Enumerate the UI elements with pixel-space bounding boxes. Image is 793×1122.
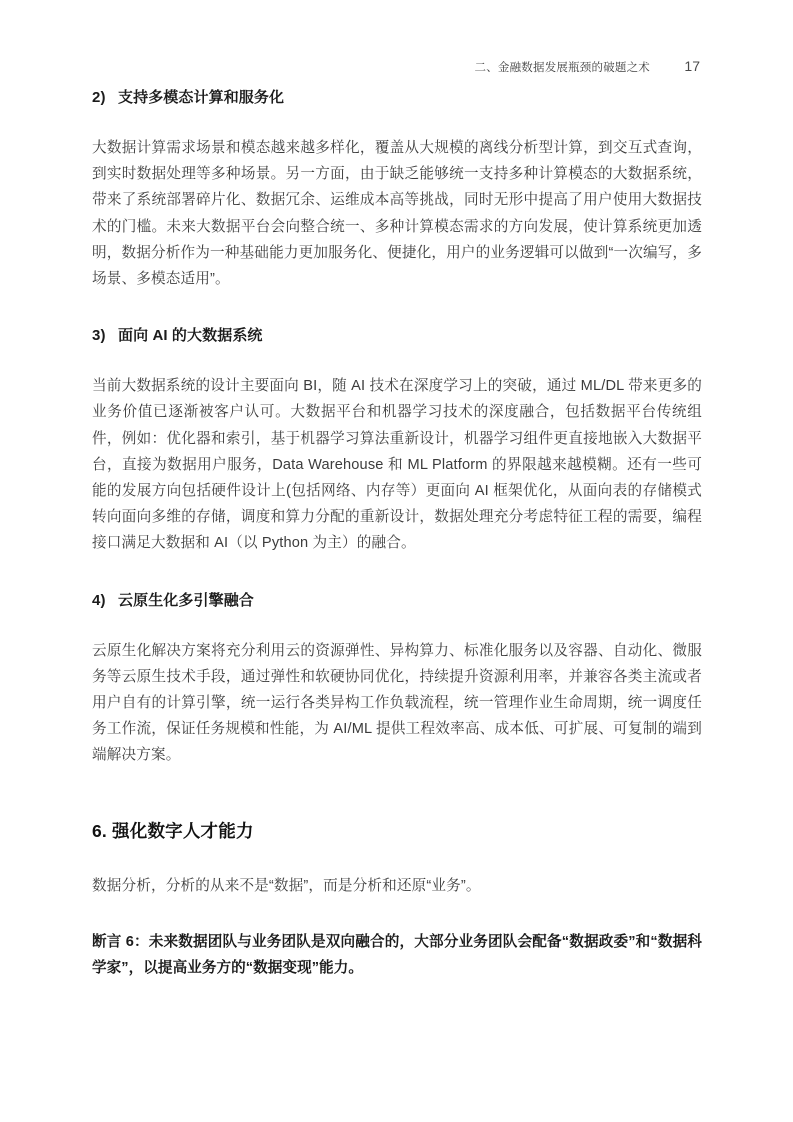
heading-cloud-native-multiengine <box>92 589 702 613</box>
spacer <box>92 110 702 135</box>
heading-text-3: 面向 AI 的大数据系统 <box>118 327 263 345</box>
assertion-6: 断言 6：未来数据团队与业务团队是双向融合的，大部分业务团队会配备“数据政委”和“数据科学家”，以提高业务方的“数据变现”能力。 <box>92 933 702 977</box>
page-number: 17 <box>684 58 700 74</box>
heading-ai-oriented-bigdata <box>92 324 702 348</box>
heading-text-4: 云原生化多引擎融合 <box>118 591 254 609</box>
spacer <box>92 769 702 817</box>
running-header <box>92 58 700 78</box>
section-heading-digital-talent: 6. 强化数字人才能力 <box>92 820 254 841</box>
paragraph-multimodal-compute: 大数据计算需求场景和模态越来越多样化，覆盖从大规模的离线分析型计算，到交互式查询，到实时数据处理等多种场景。另一方面，由于缺乏能够统一支持多种计算模态的大数据系统，带来了系统部署碎片化、数据冗余、运维成本高等挑战，同时无形中提高了用户使用大数据技术的门槛。未来大数据平台会向整合统一、多种计算模态需求的方向发展，使计算系统更加透明，数据分析作为一种基础能力更加服务化、便捷化，用户的业务逻辑可以做到“一次编写，多场景、多模态适用”。 <box>92 140 702 288</box>
paragraph-ai-bigdata-system: 当前大数据系统的设计主要面向 BI，随 AI 技术在深度学习上的突破，通过 ML/DL 带来更多的业务价值已逐渐被客户认可。大数据平台和机器学习技术的深度融合，包括数据平台传统组件，例如：优化器和索引，基于机器学习算法重新设计，机器学习组件更直接地嵌入大数据平台，直接为数据用户服务，Data Warehouse 和 ML Platform 的界限越来越模糊。还有一些可能的发展方向包括硬件设计上(包括网络、内存等）更面向 AI 框架优化，从面向表的存储模式转向面向多维的存储，调度和算力分配的重新设计，数据处理充分考虑特征工程的需要，编程接口满足大数据和 AI（以 Python 为主）的融合。 <box>92 378 702 552</box>
paragraph-data-analysis: 数据分析，分析的从来不是“数据”，而是分析和还原“业务”。 <box>92 877 481 894</box>
heading-marker-4: 4) <box>92 591 106 609</box>
spacer <box>92 613 702 638</box>
spacer <box>92 899 702 929</box>
paragraph-cloud-native: 云原生化解决方案将充分利用云的资源弹性、异构算力、标准化服务以及容器、自动化、微服务等云原生技术手段，通过弹性和软硬协同优化，持续提升资源利用率，并兼容各类主流或者用户自有的计算引擎，统一运行各类异构工作负载流程，统一管理作业生命周期，统一调度任务工作流，保证任务规模和性能，为 AI/ML 提供工程效率高、成本低、可扩展、可复制的端到端解决方案。 <box>92 642 702 764</box>
heading-marker-2: 2) <box>92 89 106 106</box>
page-content <box>92 86 702 981</box>
spacer <box>92 845 702 873</box>
spacer <box>92 292 702 324</box>
heading-support-multimodal <box>92 86 702 110</box>
header-chapter-title: 二、金融数据发展瓶颈的破题之术 <box>474 62 650 74</box>
spacer <box>92 348 702 373</box>
heading-marker-3: 3) <box>92 327 106 345</box>
spacer <box>92 557 702 589</box>
heading-text-2: 支持多模态计算和服务化 <box>118 89 285 106</box>
